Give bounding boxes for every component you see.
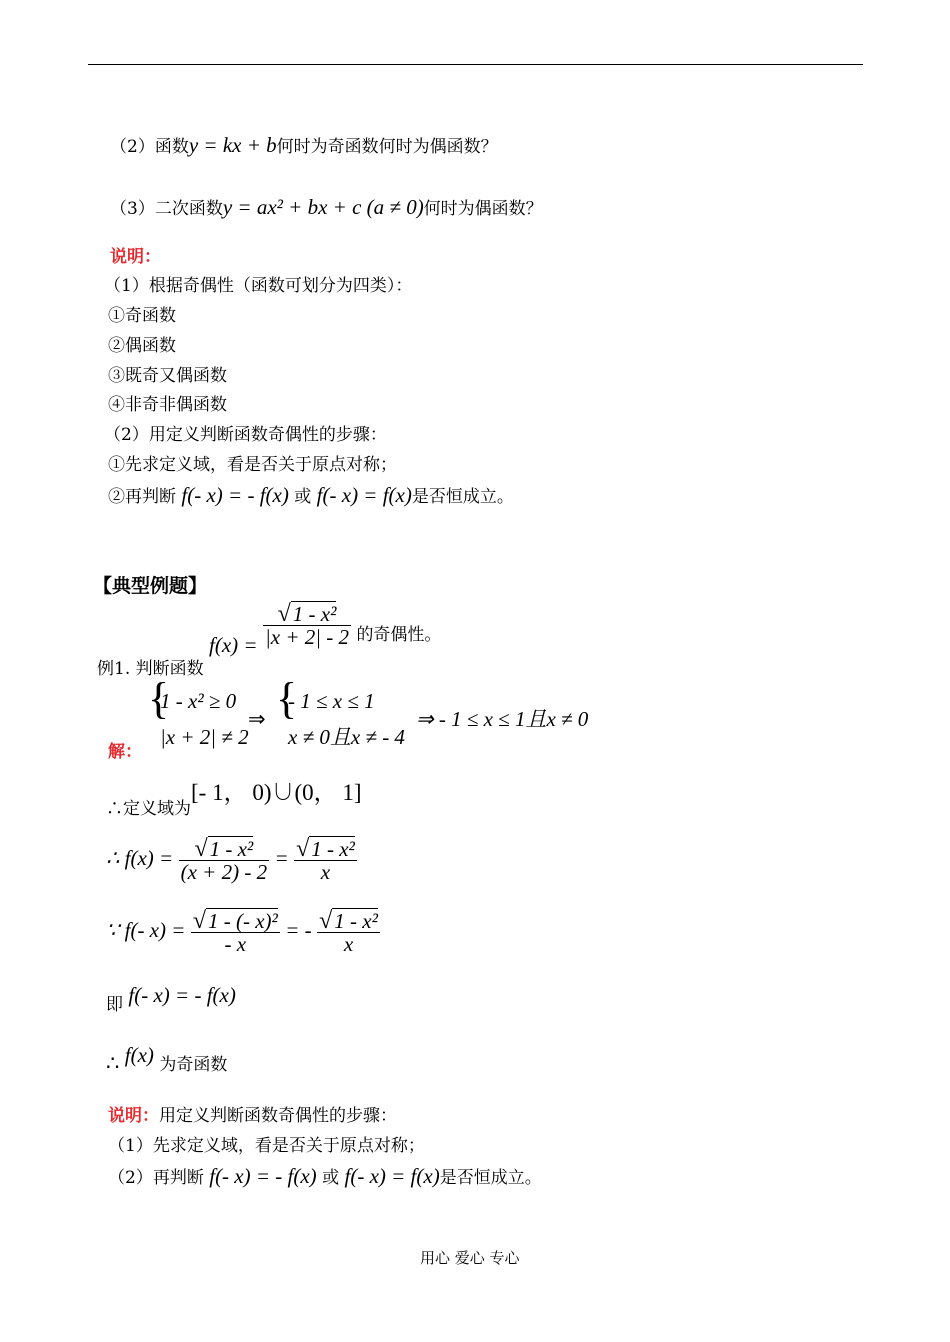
- header-rule: [88, 64, 863, 65]
- question-3: （3）二次函数y = ax² + bx + c (a ≠ 0)何时为偶函数？: [110, 195, 543, 219]
- section-title: 【典型例题】: [93, 575, 208, 597]
- solution-title: 解：: [108, 742, 142, 762]
- conclusion-equality: 即 f(- x) = - f(x): [106, 983, 236, 1015]
- conclusion-odd: ∴ f(x) 为奇函数: [106, 1043, 228, 1075]
- page-footer: 用心 爱心 专心: [420, 1249, 520, 1267]
- note-title: 说明：: [110, 247, 161, 267]
- list-item: ③既奇又偶函数: [108, 366, 227, 386]
- list-item: ①奇函数: [108, 306, 176, 326]
- formula-linear: y = kx + b: [188, 133, 277, 157]
- note-paragraph: （1）根据奇偶性（函数可划分为四类）：: [104, 276, 413, 296]
- question-2: （2）函数y = kx + b何时为奇函数何时为偶函数？: [110, 133, 498, 157]
- list-item: ②偶函数: [108, 336, 176, 356]
- derivation-f-neg-x: ∵ f(- x) = $\frac{\text{√1 - (- x)²}}{- x}$ = - $\frac{\text{√1 - x²}}{x}$: [106, 908, 378, 956]
- note-paragraph: （2）用定义判断函数奇偶性的步骤：: [104, 425, 387, 445]
- derivation-fx: ∴ f(x) = $\frac{\text{√1 - x²}}{(x + 2) - 2}$ = $\frac{\text{√1 - x²}}{x}$: [106, 836, 355, 884]
- step-2: ②再判断 f(- x) = - f(x) 或 f(- x) = f(x)是否恒成立。: [108, 483, 514, 507]
- formula-quadratic: y = ax² + bx + c (a ≠ 0): [222, 195, 424, 219]
- note-2-step-2: （2）再判断 f(- x) = - f(x) 或 f(- x) = f(x)是否恒成立。: [108, 1164, 542, 1188]
- example-1: 例1. 判断函数 f(x) = $\frac{\text{√1 - x²}}{|x + 2| - 2}$ 的奇偶性。: [97, 601, 442, 679]
- step-1: ①先求定义域，看是否关于原点对称；: [108, 455, 397, 475]
- example-fraction: $\frac{\text{√1 - x²}}{|x + 2| - 2}$: [265, 601, 350, 649]
- domain-line: ∴定义域为[- 1， 0)∪(0， 1]: [106, 780, 362, 819]
- note-2-step-1: （1）先求定义域，看是否关于原点对称；: [108, 1136, 425, 1156]
- note-2: 说明：用定义判断函数奇偶性的步骤：: [108, 1106, 397, 1126]
- list-item: ④非奇非偶函数: [108, 395, 227, 415]
